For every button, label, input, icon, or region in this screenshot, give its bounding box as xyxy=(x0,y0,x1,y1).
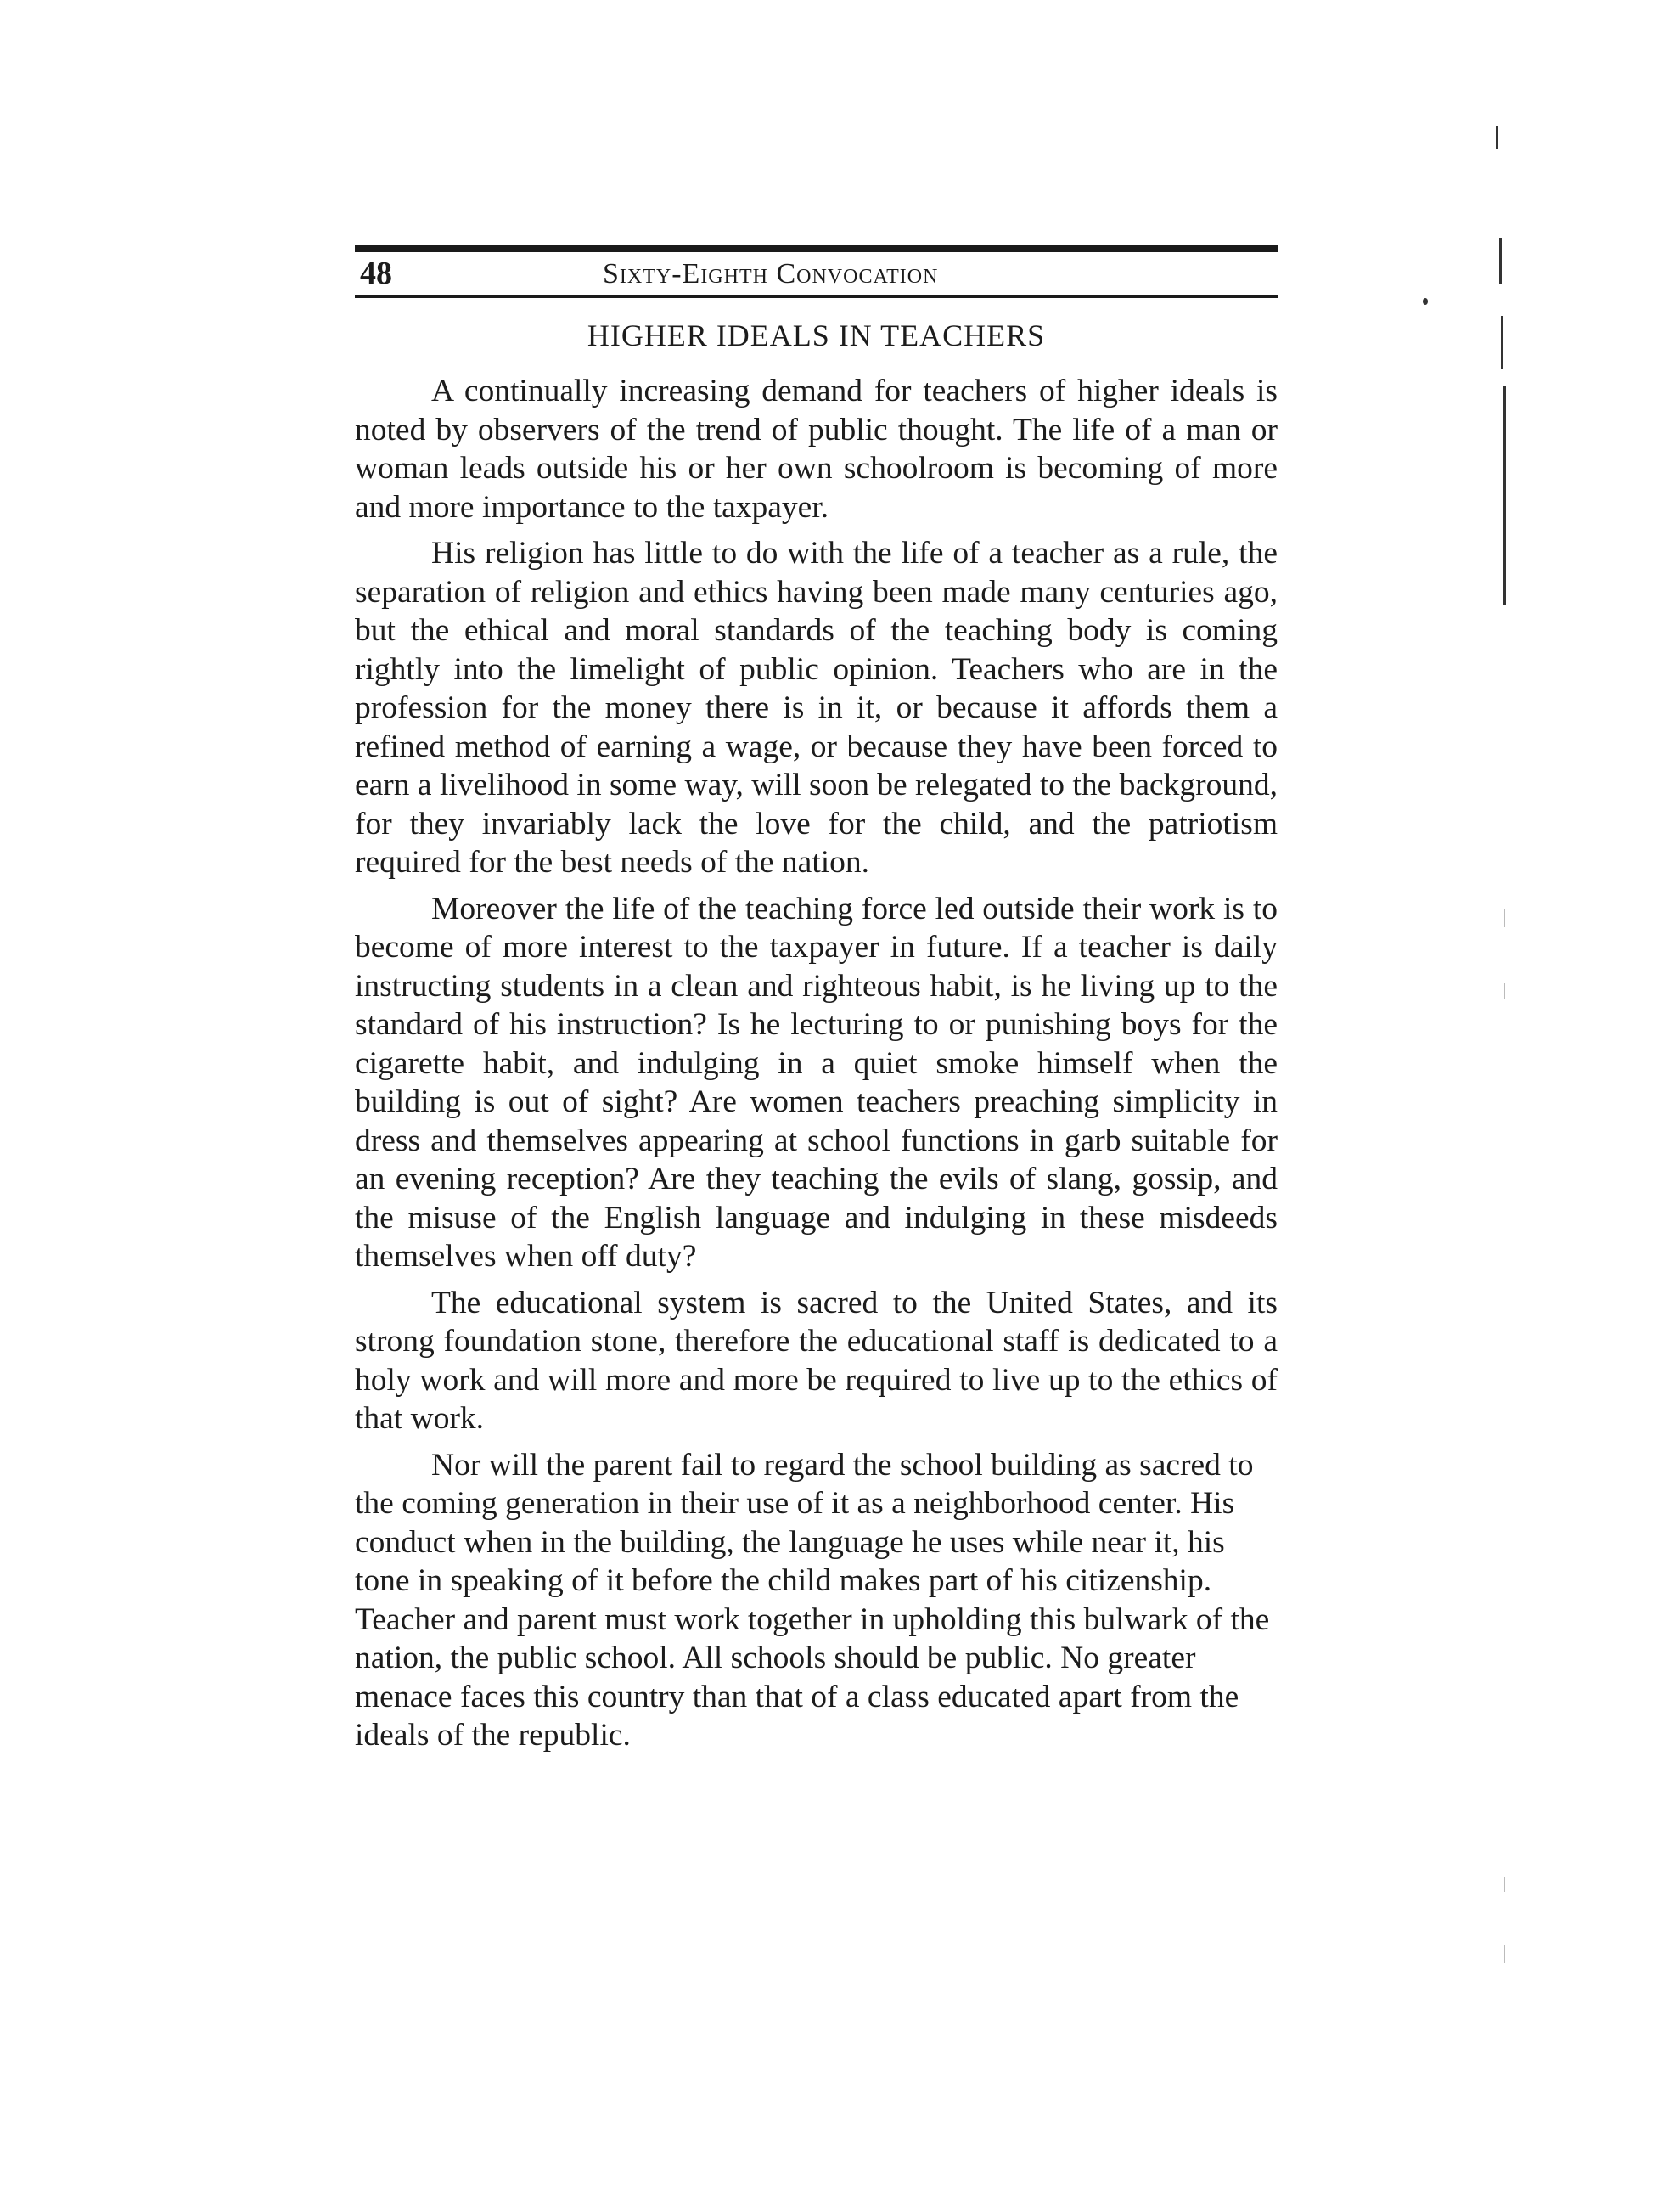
scan-edge-mark xyxy=(1504,983,1505,999)
page-number: 48 xyxy=(360,256,392,291)
scan-edge-mark xyxy=(1503,386,1506,605)
paragraph-1: A continually increasing demand for teachers of higher ideals is noted by observers of the trend of public thought. The life of a man or woman leads outside his or her own schoolroom is becoming of more and more importance to the taxpayer. xyxy=(355,374,1278,525)
scan-dot-mark xyxy=(1423,298,1428,305)
scan-edge-mark xyxy=(1504,1945,1505,1963)
article-title: HIGHER IDEALS IN TEACHERS xyxy=(587,318,1046,352)
paragraph-3: Moreover the life of the teaching force led outside their work is to become of more interest to the taxpayer in future. If a teacher is daily instructing students in a clean and righteous habit, is he living up to the standard of his instruction? Is he lecturing to or punishing boys for the cigarette habit, and indulging in a quiet smoke himself when the building is out of sight? Are women teachers preaching simplicity in dress and themselves appearing at school functions in garb suitable for an evening reception? Are they teaching the evils of slang, gossip, and the misuse of the English language and indulging in these misdeeds themselves when off duty? xyxy=(355,891,1278,1274)
scan-edge-mark xyxy=(1504,909,1505,927)
scan-edge-mark xyxy=(1504,1877,1505,1892)
paragraph-5: Nor will the parent fail to regard the school building as sacred to the coming generation in their use of it as a neighborhood center. His conduct when in the building, the language he uses while near it, his tone in speaking of it before the child makes part of his citizenship. Teacher and parent must work together in upholding this bulwark of the nation, the public school. All schools should be public. No greater menace faces this country than that of a class educated apart from the ideals of the republic. xyxy=(355,1447,1270,1753)
scan-edge-mark xyxy=(1501,316,1503,369)
header-rule-top xyxy=(355,245,1278,252)
scan-edge-mark xyxy=(1496,126,1498,149)
running-head: Sixty-Eighth Convocation xyxy=(603,258,939,290)
scan-edge-mark xyxy=(1499,238,1502,284)
paragraph-4: The educational system is sacred to the United States, and its strong foundation stone, therefore the educational staff is dedicated to a holy work and will more and more be required to live up to the ethics of that work. xyxy=(355,1285,1278,1436)
article-body xyxy=(355,372,1278,1763)
header-rule-bottom xyxy=(355,295,1278,298)
paragraph-2: His religion has little to do with the life of a teacher as a rule, the separation of religion and ethics having been made many centuries ago, but the ethical and moral standards of the teaching body is coming rightly into the limelight of public opinion. Teachers who are in the profession for the money there is in it, or because it affords them a refined method of earning a wage, or because they have been forced to earn a livelihood in some way, will soon be relegated to the background, for they invariably lack the love for the child, and the patriotism required for the best needs of the nation. xyxy=(355,536,1278,880)
